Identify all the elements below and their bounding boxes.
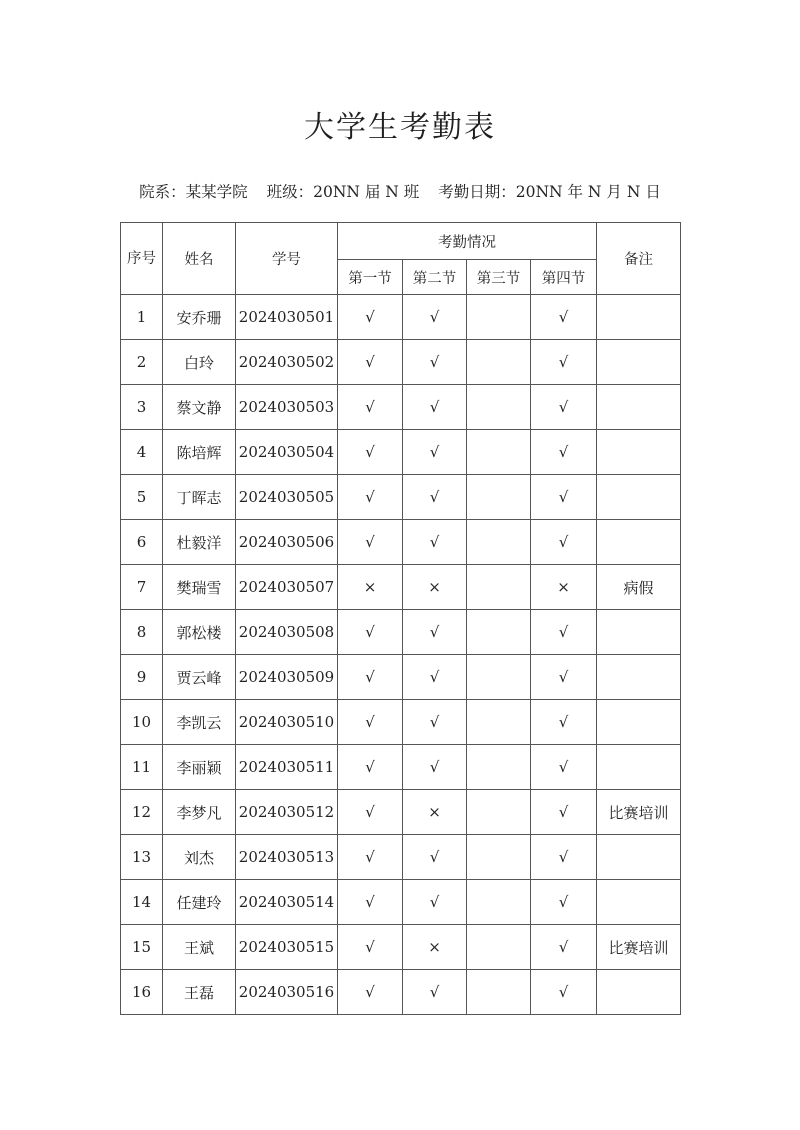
cell-period-2: √ [403,745,467,790]
cell-period-3 [467,925,531,970]
cell-period-3 [467,340,531,385]
cell-remarks [597,655,681,700]
cell-period-2: √ [403,655,467,700]
cell-index: 12 [121,790,163,835]
cell-period-3 [467,565,531,610]
cell-period-2: √ [403,610,467,655]
cell-student-id: 2024030505 [236,475,338,520]
cell-student-id: 2024030509 [236,655,338,700]
cell-remarks [597,520,681,565]
cell-index: 7 [121,565,163,610]
cell-student-id: 2024030504 [236,430,338,475]
cell-period-3 [467,385,531,430]
cell-name: 王磊 [163,970,236,1015]
cell-student-id: 2024030510 [236,700,338,745]
header-name: 姓名 [163,223,236,295]
cell-name: 白玲 [163,340,236,385]
cell-remarks: 病假 [597,565,681,610]
cell-remarks [597,745,681,790]
cell-period-1: √ [338,340,403,385]
cell-period-3 [467,835,531,880]
cell-student-id: 2024030502 [236,340,338,385]
cell-index: 11 [121,745,163,790]
cell-remarks: 比赛培训 [597,790,681,835]
cell-period-1: √ [338,880,403,925]
header-remarks: 备注 [597,223,681,295]
page-title: 大学生考勤表 [304,110,496,145]
cell-period-4: √ [531,745,597,790]
cell-period-2: √ [403,520,467,565]
cell-remarks [597,430,681,475]
cell-period-3 [467,745,531,790]
cell-period-1: √ [338,745,403,790]
cell-index: 3 [121,385,163,430]
class-info: 班级：20NN 届 N 班 [266,183,420,201]
cell-period-2: √ [403,880,467,925]
cell-student-id: 2024030514 [236,880,338,925]
cell-remarks [597,835,681,880]
cell-index: 13 [121,835,163,880]
cell-period-2: √ [403,430,467,475]
cell-period-4: √ [531,385,597,430]
table-row [121,925,681,970]
cell-period-3 [467,790,531,835]
cell-student-id: 2024030503 [236,385,338,430]
cell-period-4: √ [531,610,597,655]
cell-period-4: √ [531,430,597,475]
department-info: 院系：某某学院 [139,183,248,201]
cell-remarks [597,295,681,340]
cell-name: 安乔珊 [163,295,236,340]
cell-period-3 [467,970,531,1015]
table-row [121,655,681,700]
cell-period-4: √ [531,340,597,385]
cell-period-1: √ [338,295,403,340]
header-period-3: 第三节 [467,260,531,295]
header-period-4: 第四节 [531,260,597,295]
cell-index: 15 [121,925,163,970]
cell-name: 李凯云 [163,700,236,745]
header-period-2: 第二节 [403,260,467,295]
cell-period-3 [467,880,531,925]
cell-name: 郭松楼 [163,610,236,655]
table-row [121,745,681,790]
cell-period-4: √ [531,880,597,925]
cell-name: 蔡文静 [163,385,236,430]
cell-period-2: √ [403,385,467,430]
cell-remarks [597,340,681,385]
cell-remarks [597,385,681,430]
cell-student-id: 2024030508 [236,610,338,655]
cell-period-1: √ [338,970,403,1015]
cell-period-3 [467,520,531,565]
table-row [121,970,681,1015]
cell-period-4: √ [531,475,597,520]
cell-period-1: √ [338,700,403,745]
table-row [121,790,681,835]
header-student-id: 学号 [236,223,338,295]
cell-period-1: √ [338,520,403,565]
table-row [121,565,681,610]
table-row [121,295,681,340]
cell-name: 陈培辉 [163,430,236,475]
cell-period-4: √ [531,925,597,970]
cell-period-4: √ [531,835,597,880]
cell-period-2: × [403,925,467,970]
cell-period-2: √ [403,475,467,520]
cell-period-4: √ [531,970,597,1015]
cell-student-id: 2024030511 [236,745,338,790]
cell-student-id: 2024030507 [236,565,338,610]
cell-remarks: 比赛培训 [597,925,681,970]
table-row [121,430,681,475]
cell-name: 杜毅洋 [163,520,236,565]
table-row [121,520,681,565]
cell-name: 王斌 [163,925,236,970]
cell-period-3 [467,475,531,520]
header-row [121,223,681,260]
table-row [121,385,681,430]
header-attendance-group: 考勤情况 [338,223,597,260]
cell-student-id: 2024030515 [236,925,338,970]
cell-name: 樊瑞雪 [163,565,236,610]
cell-remarks [597,970,681,1015]
cell-period-3 [467,430,531,475]
table-row [121,610,681,655]
table-row [121,835,681,880]
cell-index: 14 [121,880,163,925]
cell-remarks [597,475,681,520]
cell-period-2: √ [403,340,467,385]
info-line [0,178,800,206]
cell-name: 丁晖志 [163,475,236,520]
table-row [121,880,681,925]
cell-index: 1 [121,295,163,340]
cell-index: 4 [121,430,163,475]
table-row [121,340,681,385]
cell-period-1: √ [338,655,403,700]
cell-index: 6 [121,520,163,565]
cell-period-4: √ [531,655,597,700]
cell-period-2: √ [403,700,467,745]
cell-period-3 [467,295,531,340]
cell-period-1: √ [338,610,403,655]
cell-period-1: √ [338,835,403,880]
cell-remarks [597,880,681,925]
cell-period-4: × [531,565,597,610]
cell-period-3 [467,610,531,655]
cell-period-1: √ [338,385,403,430]
cell-period-4: √ [531,295,597,340]
cell-period-2: √ [403,970,467,1015]
cell-name: 贾云峰 [163,655,236,700]
cell-period-1: √ [338,790,403,835]
cell-period-4: √ [531,790,597,835]
cell-index: 8 [121,610,163,655]
cell-index: 9 [121,655,163,700]
cell-period-3 [467,655,531,700]
cell-remarks [597,700,681,745]
cell-period-1: √ [338,925,403,970]
cell-period-3 [467,700,531,745]
cell-period-1: √ [338,430,403,475]
cell-period-1: × [338,565,403,610]
cell-period-4: √ [531,520,597,565]
cell-index: 16 [121,970,163,1015]
cell-period-2: √ [403,295,467,340]
cell-student-id: 2024030516 [236,970,338,1015]
cell-name: 刘杰 [163,835,236,880]
cell-student-id: 2024030512 [236,790,338,835]
header-period-1: 第一节 [338,260,403,295]
cell-student-id: 2024030501 [236,295,338,340]
header-index: 序号 [121,223,163,295]
cell-name: 李丽颖 [163,745,236,790]
cell-index: 10 [121,700,163,745]
cell-period-1: √ [338,475,403,520]
cell-student-id: 2024030513 [236,835,338,880]
table-row [121,700,681,745]
table-row [121,475,681,520]
cell-period-2: × [403,790,467,835]
cell-period-2: × [403,565,467,610]
cell-period-4: √ [531,700,597,745]
attendance-table [120,222,681,1015]
table-body [121,295,681,1015]
cell-index: 5 [121,475,163,520]
cell-index: 2 [121,340,163,385]
cell-period-2: √ [403,835,467,880]
cell-remarks [597,610,681,655]
cell-student-id: 2024030506 [236,520,338,565]
cell-name: 李梦凡 [163,790,236,835]
cell-name: 任建玲 [163,880,236,925]
date-info: 考勤日期：20NN 年 N 月 N 日 [438,183,661,201]
